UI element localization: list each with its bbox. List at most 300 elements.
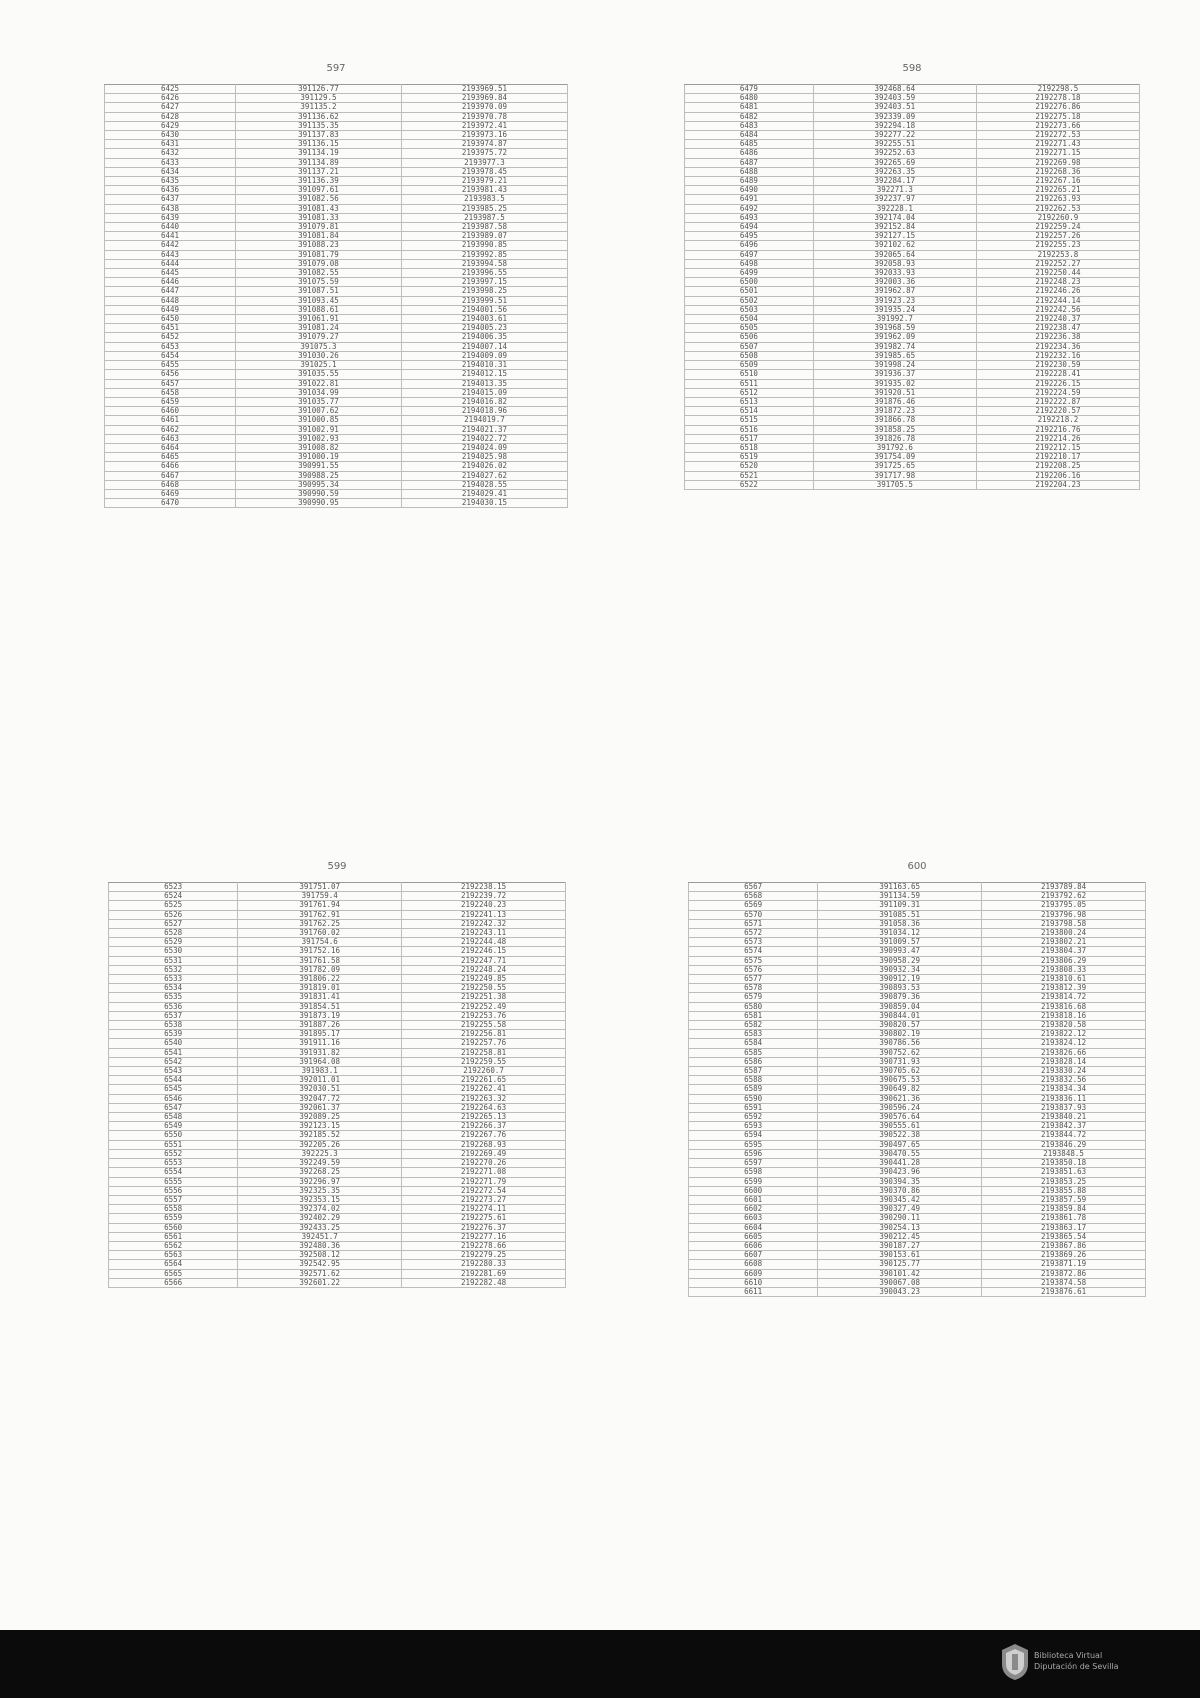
y-coordinate-cell: 2193973.16 (401, 131, 567, 140)
point-number-cell: 6465 (105, 453, 236, 462)
table-row (685, 177, 1140, 186)
x-coordinate-cell: 390327.49 (818, 1205, 982, 1214)
x-coordinate-cell: 391081.24 (235, 324, 401, 333)
y-coordinate-cell: 2193869.26 (982, 1251, 1146, 1260)
point-number-cell: 6534 (109, 984, 238, 993)
table-row (685, 425, 1140, 434)
point-number-cell: 6608 (689, 1260, 818, 1269)
y-coordinate-cell: 2192267.76 (402, 1131, 566, 1140)
point-number-cell: 6443 (105, 250, 236, 259)
table-row (105, 112, 568, 121)
x-coordinate-cell: 390101.42 (818, 1269, 982, 1278)
table-row (105, 499, 568, 508)
point-number-cell: 6572 (689, 929, 818, 938)
table-row (105, 269, 568, 278)
point-number-cell: 6574 (689, 947, 818, 956)
table-row (685, 462, 1140, 471)
point-number-cell: 6451 (105, 324, 236, 333)
x-coordinate-cell: 391035.77 (235, 397, 401, 406)
y-coordinate-cell: 2192214.26 (976, 434, 1139, 443)
y-coordinate-cell: 2194018.96 (401, 407, 567, 416)
x-coordinate-cell: 390705.62 (818, 1067, 982, 1076)
x-coordinate-cell: 391079.27 (235, 333, 401, 342)
point-number-cell: 6578 (689, 984, 818, 993)
x-coordinate-cell: 391136.62 (235, 112, 401, 121)
point-number-cell: 6491 (685, 195, 814, 204)
table-row (109, 975, 566, 984)
y-coordinate-cell: 2194012.15 (401, 370, 567, 379)
x-coordinate-cell: 392011.01 (238, 1076, 402, 1085)
table-row (105, 489, 568, 498)
table-row (109, 1186, 566, 1195)
table-row (109, 1159, 566, 1168)
y-coordinate-cell: 2192238.15 (402, 883, 566, 892)
table-row (109, 1232, 566, 1241)
x-coordinate-cell: 392174.04 (813, 213, 976, 222)
table-row (685, 195, 1140, 204)
table-row (105, 167, 568, 176)
table-row (685, 121, 1140, 130)
point-number-cell: 6518 (685, 443, 814, 452)
table-row (109, 1260, 566, 1269)
table-row (685, 361, 1140, 370)
table-row (105, 296, 568, 305)
y-coordinate-cell: 2192241.13 (402, 910, 566, 919)
table-row (689, 1002, 1146, 1011)
x-coordinate-cell: 392508.12 (238, 1251, 402, 1260)
y-coordinate-cell: 2193977.3 (401, 158, 567, 167)
table-row (689, 1021, 1146, 1030)
x-coordinate-cell: 392047.72 (238, 1094, 402, 1103)
x-coordinate-cell: 391134.19 (235, 149, 401, 158)
point-number-cell: 6575 (689, 956, 818, 965)
x-coordinate-cell: 391129.5 (235, 94, 401, 103)
point-number-cell: 6464 (105, 443, 236, 452)
y-coordinate-cell: 2193987.5 (401, 213, 567, 222)
y-coordinate-cell: 2192247.71 (402, 956, 566, 965)
x-coordinate-cell: 390993.47 (818, 947, 982, 956)
x-coordinate-cell: 391761.58 (238, 956, 402, 965)
x-coordinate-cell: 391705.5 (813, 480, 976, 489)
x-coordinate-cell: 391000.19 (235, 453, 401, 462)
x-coordinate-cell: 391923.23 (813, 296, 976, 305)
point-number-cell: 6514 (685, 407, 814, 416)
point-number-cell: 6586 (689, 1057, 818, 1066)
x-coordinate-cell: 392152.84 (813, 223, 976, 232)
x-coordinate-cell: 391126.77 (235, 85, 401, 94)
y-coordinate-cell: 2193820.58 (982, 1021, 1146, 1030)
x-coordinate-cell: 391831.41 (238, 993, 402, 1002)
table-row (685, 324, 1140, 333)
point-number-cell: 6611 (689, 1287, 818, 1296)
table-row (689, 1048, 1146, 1057)
table-row (105, 85, 568, 94)
point-number-cell: 6426 (105, 94, 236, 103)
table-row (685, 103, 1140, 112)
x-coordinate-cell: 390153.61 (818, 1251, 982, 1260)
y-coordinate-cell: 2192243.11 (402, 929, 566, 938)
point-number-cell: 6550 (109, 1131, 238, 1140)
point-number-cell: 6544 (109, 1076, 238, 1085)
x-coordinate-cell: 391061.91 (235, 315, 401, 324)
table-row (105, 250, 568, 259)
x-coordinate-cell: 392296.97 (238, 1177, 402, 1186)
x-coordinate-cell: 391876.46 (813, 397, 976, 406)
x-coordinate-cell: 390212.45 (818, 1232, 982, 1241)
y-coordinate-cell: 2193798.58 (982, 919, 1146, 928)
x-coordinate-cell: 392127.15 (813, 232, 976, 241)
y-coordinate-cell: 2194019.7 (401, 416, 567, 425)
table-row (689, 1094, 1146, 1103)
point-number-cell: 6532 (109, 965, 238, 974)
x-coordinate-cell: 390958.29 (818, 956, 982, 965)
table-row (689, 1177, 1146, 1186)
table-row (109, 1076, 566, 1085)
y-coordinate-cell: 2192224.59 (976, 388, 1139, 397)
point-number-cell: 6561 (109, 1232, 238, 1241)
table-row (689, 1168, 1146, 1177)
table-row (109, 956, 566, 965)
table-row (109, 1140, 566, 1149)
x-coordinate-cell: 391030.26 (235, 351, 401, 360)
point-number-cell: 6447 (105, 287, 236, 296)
y-coordinate-cell: 2192261.65 (402, 1076, 566, 1085)
x-coordinate-cell: 390879.36 (818, 993, 982, 1002)
y-coordinate-cell: 2192253.8 (976, 250, 1139, 259)
table-row (109, 1131, 566, 1140)
point-number-cell: 6522 (685, 480, 814, 489)
point-number-cell: 6546 (109, 1094, 238, 1103)
point-number-cell: 6548 (109, 1113, 238, 1122)
x-coordinate-cell: 391136.39 (235, 177, 401, 186)
y-coordinate-cell: 2193990.85 (401, 241, 567, 250)
point-number-cell: 6549 (109, 1122, 238, 1131)
point-number-cell: 6585 (689, 1048, 818, 1057)
x-coordinate-cell: 392268.25 (238, 1168, 402, 1177)
y-coordinate-cell: 2193989.07 (401, 232, 567, 241)
table-row (689, 1011, 1146, 1020)
table-row (109, 1177, 566, 1186)
table-row (109, 901, 566, 910)
page-number: 599 (327, 861, 347, 872)
x-coordinate-cell: 390621.36 (818, 1094, 982, 1103)
x-coordinate-cell: 391935.02 (813, 379, 976, 388)
table-row (109, 1011, 566, 1020)
y-coordinate-cell: 2192252.27 (976, 259, 1139, 268)
table-row (105, 287, 568, 296)
point-number-cell: 6498 (685, 259, 814, 268)
table-row (105, 425, 568, 434)
y-coordinate-cell: 2192269.98 (976, 158, 1139, 167)
y-coordinate-cell: 2193832.56 (982, 1076, 1146, 1085)
point-number-cell: 6430 (105, 131, 236, 140)
point-number-cell: 6598 (689, 1168, 818, 1177)
x-coordinate-cell: 391088.61 (235, 305, 401, 314)
y-coordinate-cell: 2192265.21 (976, 186, 1139, 195)
point-number-cell: 6547 (109, 1103, 238, 1112)
y-coordinate-cell: 2194024.09 (401, 443, 567, 452)
table-row (689, 1241, 1146, 1250)
table-row (689, 1232, 1146, 1241)
x-coordinate-cell: 392089.25 (238, 1113, 402, 1122)
point-number-cell: 6433 (105, 158, 236, 167)
y-coordinate-cell: 2192278.66 (402, 1241, 566, 1250)
point-number-cell: 6564 (109, 1260, 238, 1269)
y-coordinate-cell: 2192242.56 (976, 305, 1139, 314)
point-number-cell: 6610 (689, 1278, 818, 1287)
y-coordinate-cell: 2193998.25 (401, 287, 567, 296)
x-coordinate-cell: 391081.33 (235, 213, 401, 222)
x-coordinate-cell: 391163.65 (818, 883, 982, 892)
point-number-cell: 6508 (685, 351, 814, 360)
point-number-cell: 6487 (685, 158, 814, 167)
x-coordinate-cell: 390125.77 (818, 1260, 982, 1269)
table-row (685, 379, 1140, 388)
table-row (109, 1195, 566, 1204)
point-number-cell: 6484 (685, 131, 814, 140)
table-row (109, 1085, 566, 1094)
point-number-cell: 6584 (689, 1039, 818, 1048)
y-coordinate-cell: 2192260.7 (402, 1067, 566, 1076)
table-row (109, 1251, 566, 1260)
table-row (685, 287, 1140, 296)
y-coordinate-cell: 2193855.88 (982, 1186, 1146, 1195)
y-coordinate-cell: 2193851.63 (982, 1168, 1146, 1177)
y-coordinate-cell: 2193802.21 (982, 938, 1146, 947)
table-row (685, 453, 1140, 462)
x-coordinate-cell: 391088.23 (235, 241, 401, 250)
table-row (105, 333, 568, 342)
point-number-cell: 6524 (109, 892, 238, 901)
table-row (105, 315, 568, 324)
x-coordinate-cell: 392480.36 (238, 1241, 402, 1250)
table-row (109, 1067, 566, 1076)
table-row (109, 1057, 566, 1066)
point-number-cell: 6577 (689, 975, 818, 984)
x-coordinate-cell: 391009.57 (818, 938, 982, 947)
point-number-cell: 6538 (109, 1021, 238, 1030)
x-coordinate-cell: 390893.53 (818, 984, 982, 993)
point-number-cell: 6563 (109, 1251, 238, 1260)
y-coordinate-cell: 2193975.72 (401, 149, 567, 158)
point-number-cell: 6504 (685, 315, 814, 324)
table-row (685, 158, 1140, 167)
y-coordinate-cell: 2193826.66 (982, 1048, 1146, 1057)
table-row (105, 241, 568, 250)
table-row (685, 397, 1140, 406)
point-number-cell: 6429 (105, 121, 236, 130)
table-row (109, 1122, 566, 1131)
table-row (109, 1094, 566, 1103)
table-block-1 (104, 62, 568, 508)
y-coordinate-cell: 2192262.41 (402, 1085, 566, 1094)
table-row (109, 1002, 566, 1011)
y-coordinate-cell: 2193972.41 (401, 121, 567, 130)
y-coordinate-cell: 2192238.47 (976, 324, 1139, 333)
y-coordinate-cell: 2192279.25 (402, 1251, 566, 1260)
y-coordinate-cell: 2192264.63 (402, 1103, 566, 1112)
x-coordinate-cell: 392284.17 (813, 177, 976, 186)
y-coordinate-cell: 2192276.86 (976, 103, 1139, 112)
x-coordinate-cell: 391872.23 (813, 407, 976, 416)
library-label-line-2: Diputación de Sevilla (1034, 1662, 1119, 1671)
table-row (105, 407, 568, 416)
table-row (109, 1149, 566, 1158)
y-coordinate-cell: 2193970.09 (401, 103, 567, 112)
table-row (109, 883, 566, 892)
table-row (689, 1103, 1146, 1112)
point-number-cell: 6453 (105, 342, 236, 351)
x-coordinate-cell: 392451.7 (238, 1232, 402, 1241)
x-coordinate-cell: 391000.85 (235, 416, 401, 425)
x-coordinate-cell: 390423.96 (818, 1168, 982, 1177)
point-number-cell: 6435 (105, 177, 236, 186)
x-coordinate-cell: 392403.59 (813, 94, 976, 103)
x-coordinate-cell: 392255.51 (813, 140, 976, 149)
table-row (689, 1113, 1146, 1122)
point-number-cell: 6455 (105, 361, 236, 370)
y-coordinate-cell: 2193872.86 (982, 1269, 1146, 1278)
y-coordinate-cell: 2192271.79 (402, 1177, 566, 1186)
table-row (685, 167, 1140, 176)
x-coordinate-cell: 390820.57 (818, 1021, 982, 1030)
point-number-cell: 6604 (689, 1223, 818, 1232)
y-coordinate-cell: 2193804.37 (982, 947, 1146, 956)
point-number-cell: 6528 (109, 929, 238, 938)
x-coordinate-cell: 391058.36 (818, 919, 982, 928)
y-coordinate-cell: 2192218.2 (976, 416, 1139, 425)
point-number-cell: 6602 (689, 1205, 818, 1214)
point-number-cell: 6467 (105, 471, 236, 480)
y-coordinate-cell: 2192275.61 (402, 1214, 566, 1223)
x-coordinate-cell: 391936.37 (813, 370, 976, 379)
y-coordinate-cell: 2193876.61 (982, 1287, 1146, 1296)
table-row (689, 910, 1146, 919)
x-coordinate-cell: 390786.56 (818, 1039, 982, 1048)
point-number-cell: 6606 (689, 1241, 818, 1250)
x-coordinate-cell: 391760.02 (238, 929, 402, 938)
point-number-cell: 6444 (105, 259, 236, 268)
x-coordinate-cell: 392061.37 (238, 1103, 402, 1112)
point-number-cell: 6593 (689, 1122, 818, 1131)
x-coordinate-cell: 390859.04 (818, 1002, 982, 1011)
table-row (689, 1159, 1146, 1168)
point-number-cell: 6461 (105, 416, 236, 425)
y-coordinate-cell: 2192257.26 (976, 232, 1139, 241)
point-number-cell: 6591 (689, 1103, 818, 1112)
y-coordinate-cell: 2194015.09 (401, 388, 567, 397)
table-row (105, 195, 568, 204)
x-coordinate-cell: 391751.07 (238, 883, 402, 892)
y-coordinate-cell: 2194016.82 (401, 397, 567, 406)
y-coordinate-cell: 2192258.81 (402, 1048, 566, 1057)
point-number-cell: 6543 (109, 1067, 238, 1076)
table-row (689, 984, 1146, 993)
table-block-3 (108, 860, 566, 1288)
point-number-cell: 6425 (105, 85, 236, 94)
point-number-cell: 6483 (685, 121, 814, 130)
point-number-cell: 6537 (109, 1011, 238, 1020)
point-number-cell: 6446 (105, 278, 236, 287)
table-row (685, 388, 1140, 397)
y-coordinate-cell: 2192242.32 (402, 919, 566, 928)
table-row (685, 443, 1140, 452)
x-coordinate-cell: 391895.17 (238, 1030, 402, 1039)
y-coordinate-cell: 2193994.58 (401, 259, 567, 268)
x-coordinate-cell: 392033.93 (813, 269, 976, 278)
x-coordinate-cell: 391079.08 (235, 259, 401, 268)
x-coordinate-cell: 391081.43 (235, 204, 401, 213)
table-row (109, 947, 566, 956)
x-coordinate-cell: 390555.61 (818, 1122, 982, 1131)
table-row (685, 259, 1140, 268)
library-label-line-1: Biblioteca Virtual (1034, 1651, 1103, 1660)
table-row (689, 1251, 1146, 1260)
x-coordinate-cell: 390370.86 (818, 1186, 982, 1195)
point-number-cell: 6492 (685, 204, 814, 213)
point-number-cell: 6609 (689, 1269, 818, 1278)
table-row (685, 204, 1140, 213)
x-coordinate-cell: 391752.16 (238, 947, 402, 956)
point-number-cell: 6488 (685, 167, 814, 176)
y-coordinate-cell: 2192267.16 (976, 177, 1139, 186)
y-coordinate-cell: 2192250.55 (402, 984, 566, 993)
point-number-cell: 6568 (689, 892, 818, 901)
x-coordinate-cell: 391998.24 (813, 361, 976, 370)
table-row (689, 892, 1146, 901)
x-coordinate-cell: 390844.01 (818, 1011, 982, 1020)
point-number-cell: 6440 (105, 223, 236, 232)
x-coordinate-cell: 391983.1 (238, 1067, 402, 1076)
x-coordinate-cell: 391025.1 (235, 361, 401, 370)
x-coordinate-cell: 391762.25 (238, 919, 402, 928)
y-coordinate-cell: 2192210.17 (976, 453, 1139, 462)
table-row (689, 975, 1146, 984)
table-row (109, 1168, 566, 1177)
x-coordinate-cell: 391002.93 (235, 434, 401, 443)
y-coordinate-cell: 2192274.11 (402, 1205, 566, 1214)
y-coordinate-cell: 2194028.55 (401, 480, 567, 489)
y-coordinate-cell: 2192234.36 (976, 342, 1139, 351)
x-coordinate-cell: 392601.22 (238, 1278, 402, 1287)
y-coordinate-cell: 2192268.36 (976, 167, 1139, 176)
x-coordinate-cell: 392265.69 (813, 158, 976, 167)
table-row (685, 223, 1140, 232)
point-number-cell: 6519 (685, 453, 814, 462)
table-row (105, 370, 568, 379)
x-coordinate-cell: 391002.91 (235, 425, 401, 434)
point-number-cell: 6521 (685, 471, 814, 480)
point-number-cell: 6580 (689, 1002, 818, 1011)
point-number-cell: 6560 (109, 1223, 238, 1232)
y-coordinate-cell: 2192271.08 (402, 1168, 566, 1177)
x-coordinate-cell: 390067.08 (818, 1278, 982, 1287)
table-row (685, 85, 1140, 94)
y-coordinate-cell: 2192281.69 (402, 1269, 566, 1278)
point-number-cell: 6439 (105, 213, 236, 222)
y-coordinate-cell: 2193796.98 (982, 910, 1146, 919)
y-coordinate-cell: 2193863.17 (982, 1223, 1146, 1232)
y-coordinate-cell: 2193999.51 (401, 296, 567, 305)
table-row (109, 1039, 566, 1048)
point-number-cell: 6553 (109, 1159, 238, 1168)
table-row (109, 892, 566, 901)
y-coordinate-cell: 2193987.58 (401, 223, 567, 232)
x-coordinate-cell: 391087.51 (235, 287, 401, 296)
x-coordinate-cell: 391075.3 (235, 342, 401, 351)
point-number-cell: 6480 (685, 94, 814, 103)
y-coordinate-cell: 2192271.15 (976, 149, 1139, 158)
